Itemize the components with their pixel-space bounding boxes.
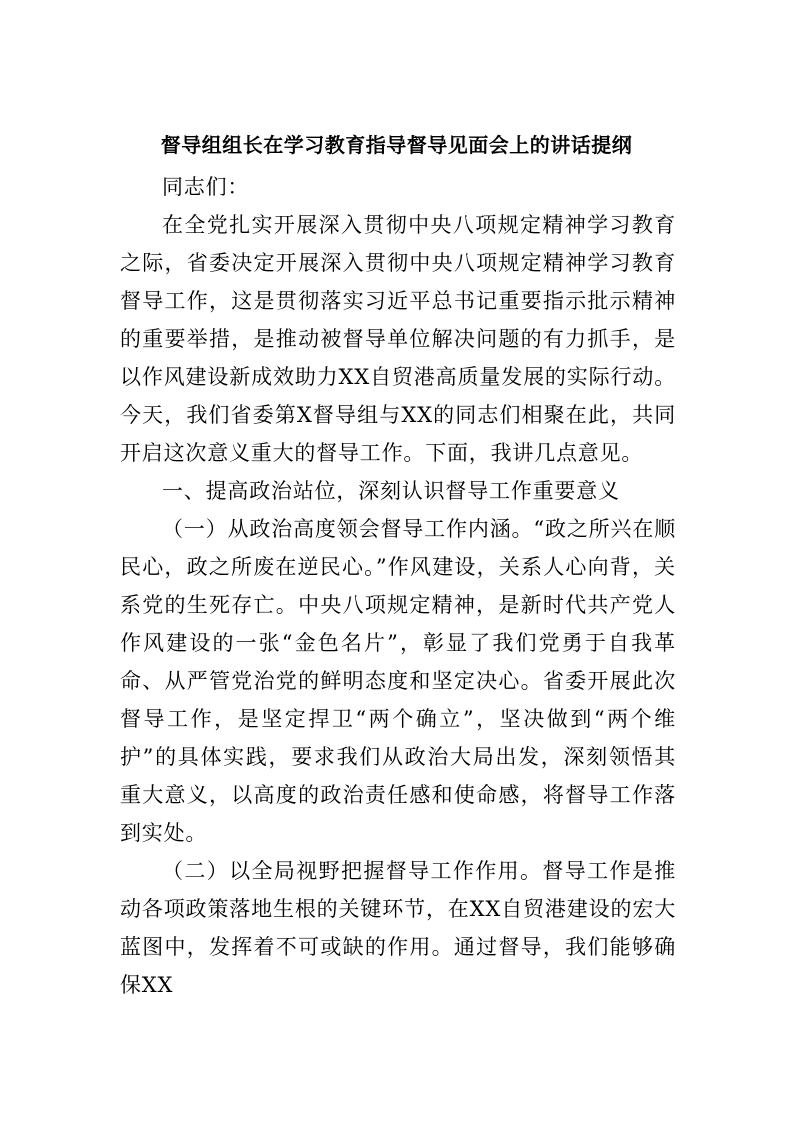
intro-paragraph: 在全党扎实开展深入贯彻中央八项规定精神学习教育之际，省委决定开展深入贯彻中央八项规定精神学习教育督导工作，这是贯彻落实习近平总书记重要指示批示精神的重要举措，是推动被督导单位解决问题的有力抓手，是以作风建设新成效助力XX自贸港高质量发展的实际行动。今天，我们省委第X督导组与XX的同志们相聚在此，共同开启这次意义重大的督导工作。下面，我讲几点意见。: [120, 213, 676, 465]
section-heading-1: 一、提高政治站位，深刻认识督导工作重要意义: [162, 479, 620, 503]
document-body: [120, 168, 676, 1004]
subsection-paragraph-2: （二）以全局视野把握督导工作作用。督导工作是推动各项政策落地生根的关键环节，在XX自贸港建设的宏大蓝图中，发挥着不可或缺的作用。通过督导，我们能够确保XX: [120, 859, 676, 997]
document-title: 督导组组长在学习教育指导督导见面会上的讲话提纲: [160, 133, 633, 157]
subsection-paragraph-1: （一）从政治高度领会督导工作内涵。“政之所兴在顺民心，政之所废在逆民心。”作风建设，关系人心向背，关系党的生死存亡。中央八项规定精神，是新时代共产党人作风建设的一张“金色名片”，彰显了我们党勇于自我革命、从严管党治党的鲜明态度和坚定决心。省委开展此次督导工作，是坚定捍卫“两个确立”，坚决做到“两个维护”的具体实践，要求我们从政治大局出发，深刻领悟其重大意义，以高度的政治责任感和使命感，将督导工作落到实处。: [120, 517, 676, 845]
salutation-paragraph: 同志们：: [162, 175, 250, 199]
